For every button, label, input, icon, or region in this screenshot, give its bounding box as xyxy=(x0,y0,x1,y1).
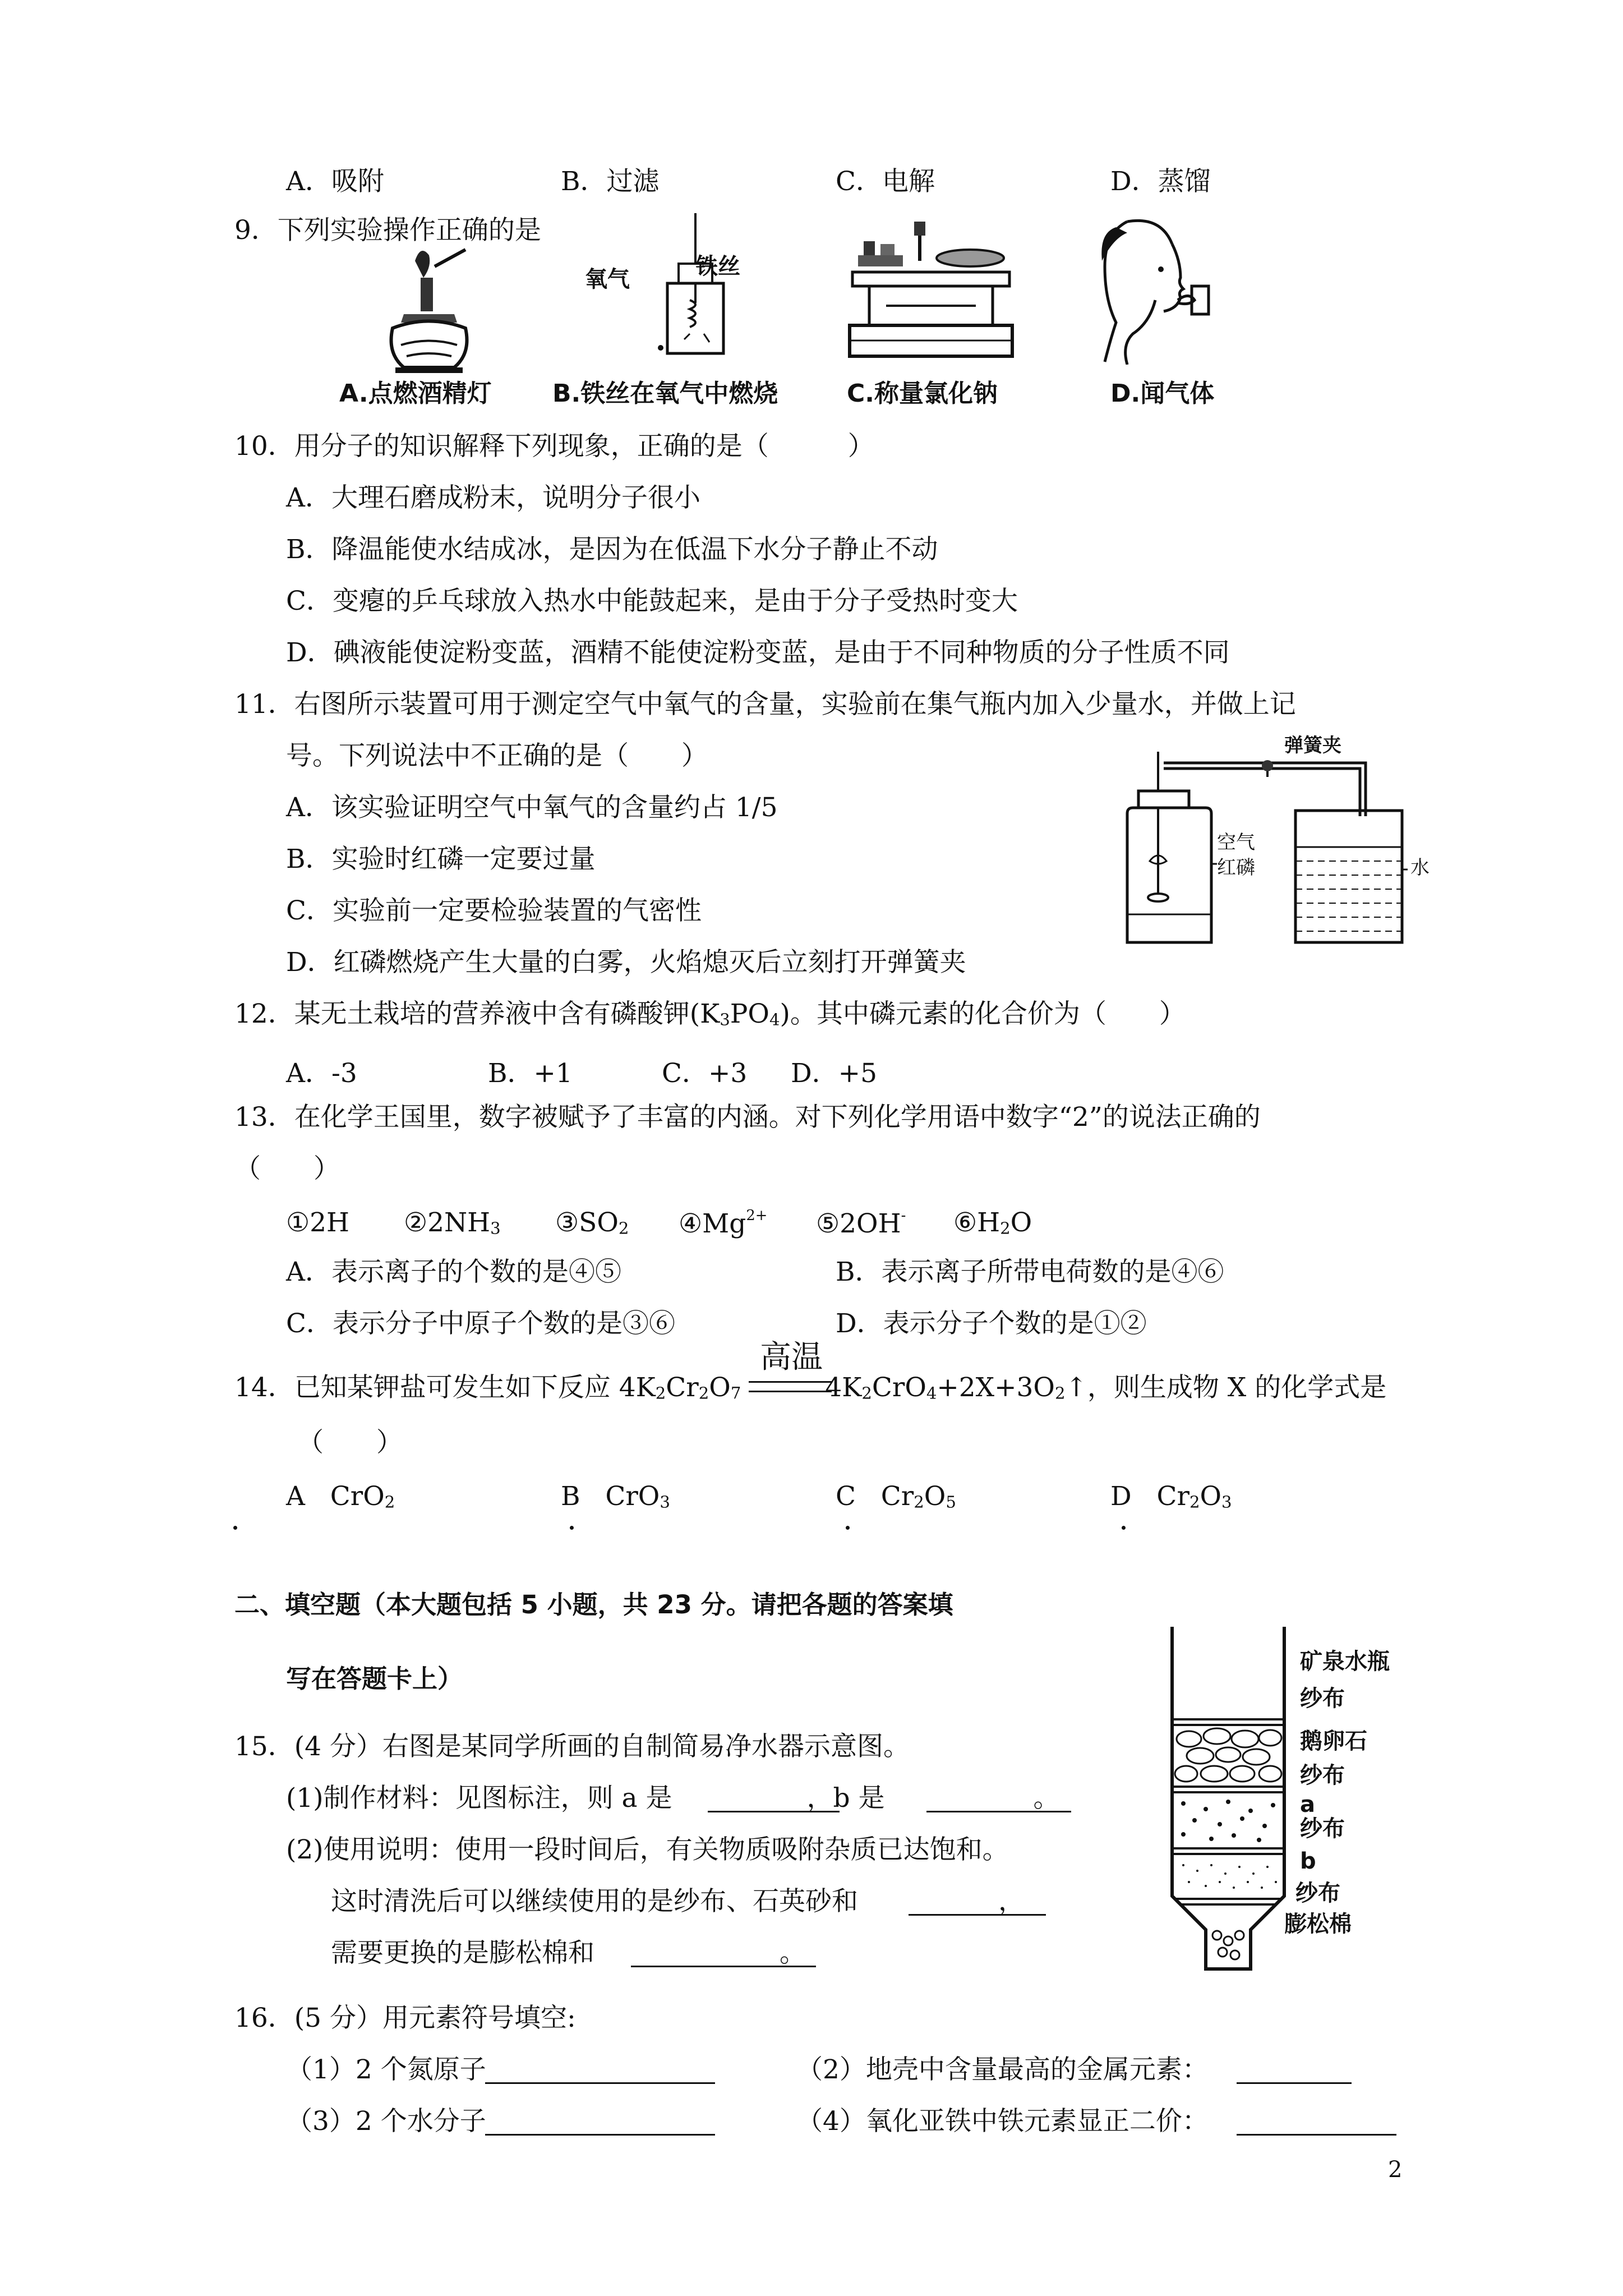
q9-label-iron-wire: 铁丝 xyxy=(695,254,740,279)
q8-option-a: A．吸附 xyxy=(286,166,384,197)
q12-option-c: C．+3 xyxy=(662,1058,748,1089)
q11-option-a: A．该实验证明空气中氧气的含量约占 1/5 xyxy=(286,792,778,823)
q12-option-d: D．+5 xyxy=(791,1058,877,1089)
q16-blank-3[interactable] xyxy=(485,2134,715,2136)
q14-option-b: B CrO$_3$ xyxy=(561,1481,670,1512)
q15-blank-a[interactable] xyxy=(708,1811,840,1812)
q10-stem: 10．用分子的知识解释下列现象，正确的是（ ） xyxy=(234,431,874,462)
q13-item-1: ①2H xyxy=(286,1207,350,1238)
q9-caption-d: D.闻气体 xyxy=(1110,379,1215,408)
balance-scale-figure xyxy=(847,222,1015,362)
q15-label-a: a xyxy=(1300,1792,1315,1818)
q13-option-a: A．表示离子的个数的是④⑤ xyxy=(286,1257,621,1287)
q14-condition: 高温 xyxy=(760,1339,823,1375)
q10-option-a: A．大理石磨成粉末，说明分子很小 xyxy=(286,482,700,513)
q9-caption-c: C.称量氯化钠 xyxy=(847,379,998,408)
section2-title-line1: 二、填空题（本大题包括 5 小题，共 23 分。请把各题的答案填 xyxy=(234,1590,953,1619)
q11-label-phosphorus: 红磷 xyxy=(1217,857,1255,879)
q11-option-c: C．实验前一定要检验装置的气密性 xyxy=(286,895,702,926)
q11-label-air: 空气 xyxy=(1217,831,1255,854)
q16-blank-2[interactable] xyxy=(1237,2082,1352,2084)
q9-label-oxygen: 氧气 xyxy=(585,266,630,292)
water-purifier-figure xyxy=(1166,1627,1290,1986)
q16-item-2: （2）地壳中含量最高的金属元素： xyxy=(796,2054,1209,2085)
q14-option-a: A CrO$_2$ xyxy=(286,1481,395,1512)
q14-dot-a xyxy=(233,1526,237,1530)
q14-option-c: C $Cr_2O_5$ xyxy=(836,1481,956,1512)
q13-option-c: C．表示分子中原子个数的是③⑥ xyxy=(286,1308,675,1339)
q15-stem: 15．(4 分）右图是某同学所画的自制简易净水器示意图。 xyxy=(234,1731,910,1762)
iron-wire-combustion-figure xyxy=(651,213,740,359)
q15-line1: (1)制作材料：见图标注，则 a 是 ，b 是 。 xyxy=(286,1783,1060,1814)
q15-line2: (2)使用说明：使用一段时间后，有关物质吸附杂质已达饱和。 xyxy=(286,1834,1009,1865)
q11-stem-line2: 号。下列说法中不正确的是（ ） xyxy=(286,740,708,771)
page-number: 2 xyxy=(1388,2157,1403,2183)
q13-stem-line2: （ ） xyxy=(234,1153,340,1184)
q16-item-1: （1）2 个氮原子 xyxy=(286,2054,486,2085)
q11-label-clamp: 弹簧夹 xyxy=(1284,734,1341,757)
q12-option-b: B．+1 xyxy=(488,1058,573,1089)
q14-dot-d xyxy=(1122,1526,1126,1530)
q11-option-b: B．实验时红磷一定要过量 xyxy=(286,844,596,875)
q16-stem: 16．(5 分）用元素符号填空: xyxy=(234,2003,576,2033)
q13-option-b: B．表示离子所带电荷数的是④⑥ xyxy=(836,1257,1224,1287)
q8-option-d: D．蒸馏 xyxy=(1110,166,1211,197)
q13-item-2: $②2NH_3$ xyxy=(404,1207,501,1238)
q15-label-gauze-2: 纱布 xyxy=(1300,1763,1345,1788)
q13-item-4: $④Mg^{2+}$ xyxy=(679,1207,768,1239)
q9-stem: 9．下列实验操作正确的是 xyxy=(234,215,541,246)
q13-item-5: ⑤2OH- xyxy=(816,1207,906,1239)
q16-blank-4[interactable] xyxy=(1237,2134,1396,2136)
q9-caption-b: B.铁丝在氧气中燃烧 xyxy=(552,379,778,408)
section2-title-line2: 写在答题卡上） xyxy=(286,1664,463,1694)
q12-stem: 12．某无土栽培的营养液中含有磷酸钾$(K_3PO_4)$。其中磷元素的化合价为（ ） xyxy=(234,999,1186,1029)
q15-label-pebbles: 鹅卵石 xyxy=(1300,1728,1367,1754)
q14-dot-b xyxy=(570,1526,574,1530)
q15-label-b: b xyxy=(1300,1848,1316,1874)
q11-label-water: 水 xyxy=(1410,857,1430,879)
q15-label-bottle: 矿泉水瓶 xyxy=(1300,1649,1390,1674)
q15-label-gauze-1: 纱布 xyxy=(1300,1686,1345,1711)
alcohol-lamp-figure xyxy=(381,244,477,376)
q13-stem-line1: 13．在化学王国里，数字被赋予了丰富的内涵。对下列化学用语中数字“2”的说法正确的 xyxy=(234,1102,1261,1133)
q10-option-b: B．降温能使水结成冰，是因为在低温下水分子静止不动 xyxy=(286,534,938,565)
q11-stem-line1: 11．右图所示装置可用于测定空气中氧气的含量，实验前在集气瓶内加入少量水，并做上记 xyxy=(234,689,1296,720)
smelling-gas-figure xyxy=(1094,216,1228,365)
q14-stem: 14．已知某钾盐可发生如下反应 $4K_2Cr_2O_7$ $4K_2CrO_4+2X+3O_2↑$，则生成物 X 的化学式是 xyxy=(234,1372,1387,1403)
q15-label-cotton: 膨松棉 xyxy=(1284,1911,1352,1937)
q15-blank-b[interactable] xyxy=(926,1811,1071,1812)
q10-option-d: D．碘液能使淀粉变蓝，酒精不能使淀粉变蓝，是由于不同种物质的分子性质不同 xyxy=(286,637,1230,668)
q15-blank-cotton[interactable] xyxy=(631,1966,816,1967)
q14-dot-c xyxy=(846,1526,850,1530)
q8-option-c: C．电解 xyxy=(836,166,935,197)
q8-option-b: B．过滤 xyxy=(561,166,660,197)
q15-label-gauze-4: 纱布 xyxy=(1295,1880,1340,1906)
q16-item-4: （4）氧化亚铁中铁元素显正二价： xyxy=(796,2106,1209,2137)
q14-reaction-equals xyxy=(749,1381,832,1392)
q13-item-6: $⑥H_2O$ xyxy=(953,1207,1032,1238)
q16-blank-1[interactable] xyxy=(485,2082,715,2084)
q15-blank-quartz[interactable] xyxy=(909,1914,1046,1916)
q13-option-d: D．表示分子个数的是①② xyxy=(836,1308,1147,1339)
q15-label-gauze-3: 纱布 xyxy=(1300,1816,1345,1842)
q14-paren: （ ） xyxy=(297,1427,403,1458)
q13-item-3: $③SO_2$ xyxy=(555,1207,629,1238)
q11-option-d: D．红磷燃烧产生大量的白雾，火焰熄灭后立刻打开弹簧夹 xyxy=(286,947,966,978)
q12-option-a: A．-3 xyxy=(286,1058,357,1089)
q14-option-d: D $Cr_2O_3$ xyxy=(1110,1481,1232,1512)
q10-option-c: C．变瘪的乒乓球放入热水中能鼓起来，是由于分子受热时变大 xyxy=(286,586,1018,616)
q15-line3: 这时清洗后可以继续使用的是纱布、石英砂和 ， xyxy=(331,1886,1025,1917)
oxygen-content-apparatus-figure xyxy=(1116,735,1430,954)
q15-line4: 需要更换的是膨松棉和 。 xyxy=(331,1938,806,1968)
q16-item-3: （3）2 个水分子 xyxy=(286,2106,486,2137)
q9-caption-a: A.点燃酒精灯 xyxy=(339,379,492,408)
